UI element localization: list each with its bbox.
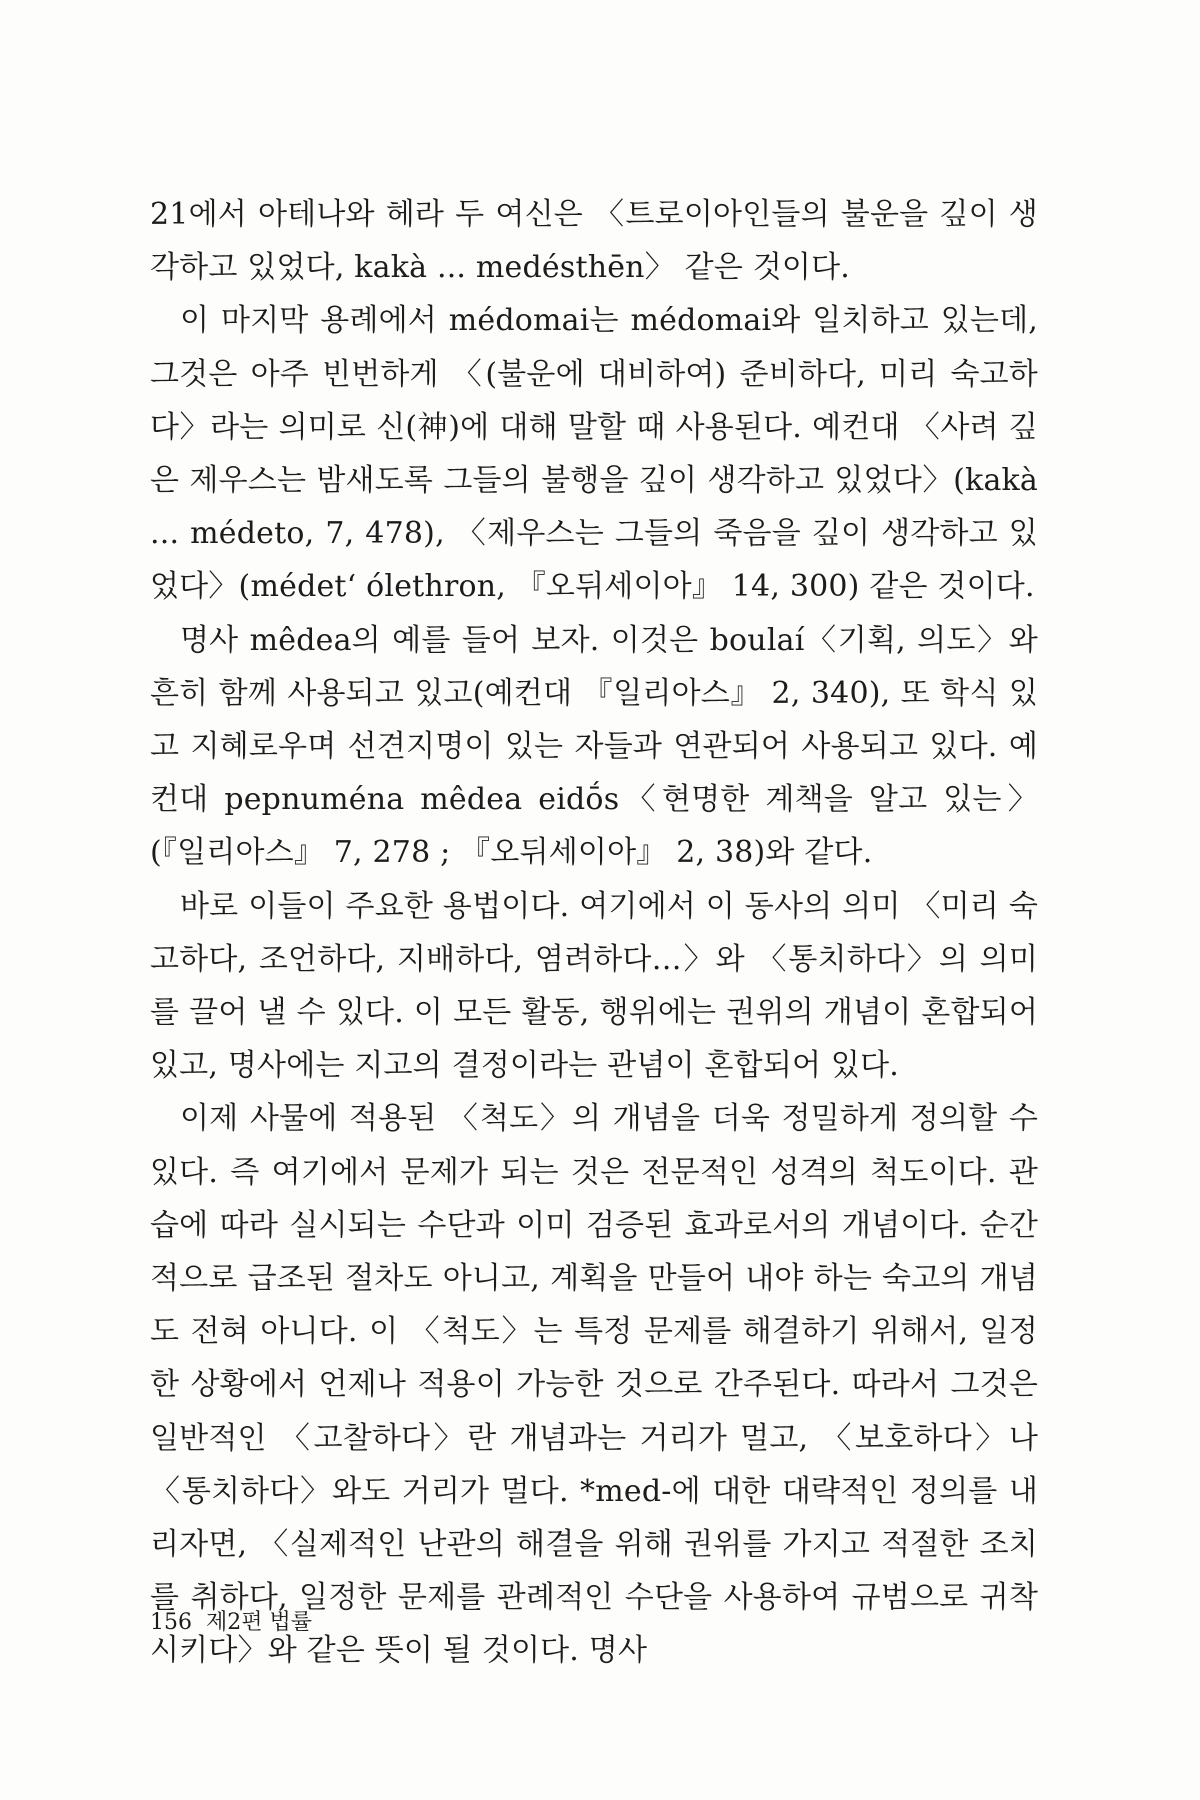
running-footer-section: 제2편 법률 (206, 1610, 312, 1635)
paragraph: 명사 mêdea의 예를 들어 보자. 이것은 boulaí〈기획, 의도〉와 흔히 함께 사용되고 있고(예컨대 『일리아스』 2, 340), 또 학식 있고 지혜로우며 선견지명이 있는 자들과 연관되어 사용되고 있다. 예컨대 pepnuména mêdea eidṓs〈현명한 계책을 알고 있는〉(『일리아스』 7, 278 ; 『오뒤세이아』 2, 38)와 같다. (150, 622, 1038, 871)
page-footer (150, 1605, 312, 1636)
paragraph: 이 마지막 용례에서 médomai는 médomai와 일치하고 있는데, 그것은 아주 빈번하게 〈(불운에 대비하여) 준비하다, 미리 숙고하다〉라는 의미로 신(神)에 대해 말할 때 사용된다. 예컨대 〈사려 깊은 제우스는 밤새도록 그들의 불행을 깊이 생각하고 있었다〉(kakà ... médeto, 7, 478), 〈제우스는 그들의 죽음을 깊이 생각하고 있었다〉(médet‘ ólethron, 『오뒤세이아』 14, 300) 같은 것이다. (150, 303, 1038, 605)
body-text (150, 188, 1038, 1678)
paragraph: 이제 사물에 적용된 〈척도〉의 개념을 더욱 정밀하게 정의할 수 있다. 즉 여기에서 문제가 되는 것은 전문적인 성격의 척도이다. 관습에 따라 실시되는 수단과 이미 검증된 효과로서의 개념이다. 순간적으로 급조된 절차도 아니고, 계획을 만들어 내야 하는 숙고의 개념도 전혀 아니다. 이 〈척도〉는 특정 문제를 해결하기 위해서, 일정한 상황에서 언제나 적용이 가능한 것으로 간주된다. 따라서 그것은 일반적인 〈고찰하다〉란 개념과는 거리가 멀고, 〈보호하다〉나 〈통치하다〉와도 거리가 멀다. *med-에 대한 대략적인 정의를 내리자면, 〈실제적인 난관의 해결을 위해 권위를 가지고 적절한 조치를 취하다, 일정한 문제를 관례적인 수단을 사용하여 규범으로 귀착시키다〉와 같은 뜻이 될 것이다. 명사 (150, 1101, 1038, 1669)
paragraph-continuation: 21에서 아테나와 헤라 두 여신은 〈트로이아인들의 불운을 깊이 생각하고 있었다, kakà ... medésthēn〉 같은 것이다. (150, 197, 1038, 286)
paragraph: 바로 이들이 주요한 용법이다. 여기에서 이 동사의 의미 〈미리 숙고하다, 조언하다, 지배하다, 염려하다…〉와 〈통치하다〉의 의미를 끌어 낼 수 있다. 이 모든 활동, 행위에는 권위의 개념이 혼합되어 있고, 명사에는 지고의 결정이라는 관념이 혼합되어 있다. (150, 888, 1038, 1084)
page-number: 156 (150, 1610, 192, 1635)
